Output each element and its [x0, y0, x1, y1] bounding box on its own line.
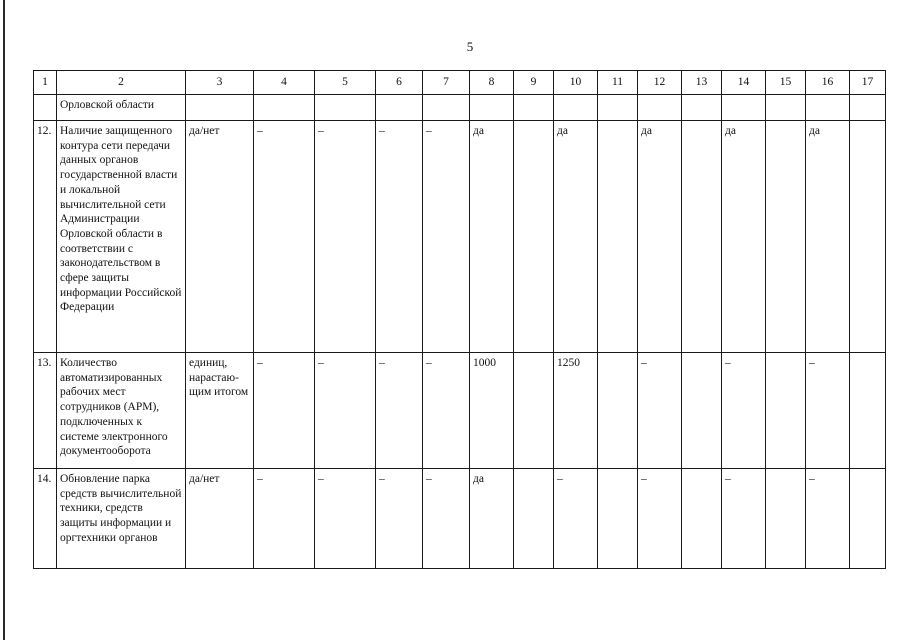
value-cell — [850, 469, 886, 569]
table-cell — [34, 95, 57, 121]
value-cell: да — [806, 121, 850, 353]
value-cell: – — [554, 469, 598, 569]
scan-left-edge — [3, 0, 5, 640]
value-cell — [682, 121, 722, 353]
value-cell — [598, 469, 638, 569]
value-cell: – — [722, 469, 766, 569]
table-cell — [638, 95, 682, 121]
header-cell: 14 — [722, 71, 766, 95]
value-cell — [598, 121, 638, 353]
table-cell — [682, 95, 722, 121]
header-cell: 12 — [638, 71, 682, 95]
row-number: 14. — [34, 469, 57, 569]
table-cell — [470, 95, 514, 121]
value-cell: да — [470, 121, 514, 353]
header-cell: 5 — [315, 71, 376, 95]
header-cell: 6 — [376, 71, 423, 95]
header-cell: 17 — [850, 71, 886, 95]
table-cell — [254, 95, 315, 121]
continuation-row — [34, 95, 886, 121]
header-cell: 4 — [254, 71, 315, 95]
table-cell — [850, 95, 886, 121]
value-cell: – — [376, 353, 423, 469]
table-cell — [514, 95, 554, 121]
indicator-cell: Количество автоматизированных рабочих мест сотрудников (АРМ), подключенных к системе электронного документооборота — [57, 353, 186, 469]
header-cell: 7 — [423, 71, 470, 95]
value-cell: 1250 — [554, 353, 598, 469]
header-cell: 11 — [598, 71, 638, 95]
value-cell — [598, 353, 638, 469]
value-cell: да — [638, 121, 682, 353]
value-cell: – — [638, 469, 682, 569]
header-cell: 8 — [470, 71, 514, 95]
value-cell: – — [722, 353, 766, 469]
indicator-cell: Обновление парка средств вычислительной техники, средств защиты информации и оргтехники органов — [57, 469, 186, 569]
row-number: 13. — [34, 353, 57, 469]
value-cell: – — [806, 469, 850, 569]
row-number: 12. — [34, 121, 57, 353]
indicator-cell: Орловской области — [57, 95, 186, 121]
table-cell — [315, 95, 376, 121]
value-cell: – — [376, 121, 423, 353]
value-cell — [514, 121, 554, 353]
value-cell: – — [638, 353, 682, 469]
table-cell — [554, 95, 598, 121]
header-cell: 2 — [57, 71, 186, 95]
value-cell: – — [423, 469, 470, 569]
value-cell: да — [554, 121, 598, 353]
value-cell — [514, 353, 554, 469]
value-cell: – — [315, 121, 376, 353]
header-cell: 13 — [682, 71, 722, 95]
value-cell — [850, 353, 886, 469]
unit-cell: единиц, нарастаю-щим итогом — [186, 353, 254, 469]
indicators-table — [33, 70, 886, 569]
value-cell: – — [254, 353, 315, 469]
value-cell: – — [254, 469, 315, 569]
value-cell — [766, 353, 806, 469]
value-cell: да — [722, 121, 766, 353]
value-cell: – — [376, 469, 423, 569]
table-cell — [186, 95, 254, 121]
table-cell — [598, 95, 638, 121]
value-cell: – — [423, 353, 470, 469]
header-row — [34, 71, 886, 95]
value-cell: – — [315, 469, 376, 569]
value-cell — [682, 353, 722, 469]
header-cell: 16 — [806, 71, 850, 95]
value-cell: – — [315, 353, 376, 469]
value-cell — [766, 121, 806, 353]
header-cell: 3 — [186, 71, 254, 95]
table-cell — [722, 95, 766, 121]
value-cell: – — [423, 121, 470, 353]
table-row — [34, 469, 886, 569]
value-cell: – — [254, 121, 315, 353]
page-number: 5 — [466, 39, 474, 54]
value-cell — [514, 469, 554, 569]
table-cell — [376, 95, 423, 121]
table-cell — [766, 95, 806, 121]
header-cell: 10 — [554, 71, 598, 95]
value-cell — [682, 469, 722, 569]
indicator-cell: Наличие защищенного контура сети передачи данных органов государственной власти и локальной вычислительной сети Администрации Орловской области в соответствии с законодательством в сфере защиты информации Российской Федерации — [57, 121, 186, 353]
table-cell — [806, 95, 850, 121]
value-cell — [766, 469, 806, 569]
value-cell: – — [806, 353, 850, 469]
table-row — [34, 121, 886, 353]
header-cell: 15 — [766, 71, 806, 95]
header-cell: 1 — [34, 71, 57, 95]
value-cell: да — [470, 469, 514, 569]
unit-cell: да/нет — [186, 121, 254, 353]
unit-cell: да/нет — [186, 469, 254, 569]
table-cell — [423, 95, 470, 121]
table-row — [34, 353, 886, 469]
header-cell: 9 — [514, 71, 554, 95]
value-cell: 1000 — [470, 353, 514, 469]
value-cell — [850, 121, 886, 353]
